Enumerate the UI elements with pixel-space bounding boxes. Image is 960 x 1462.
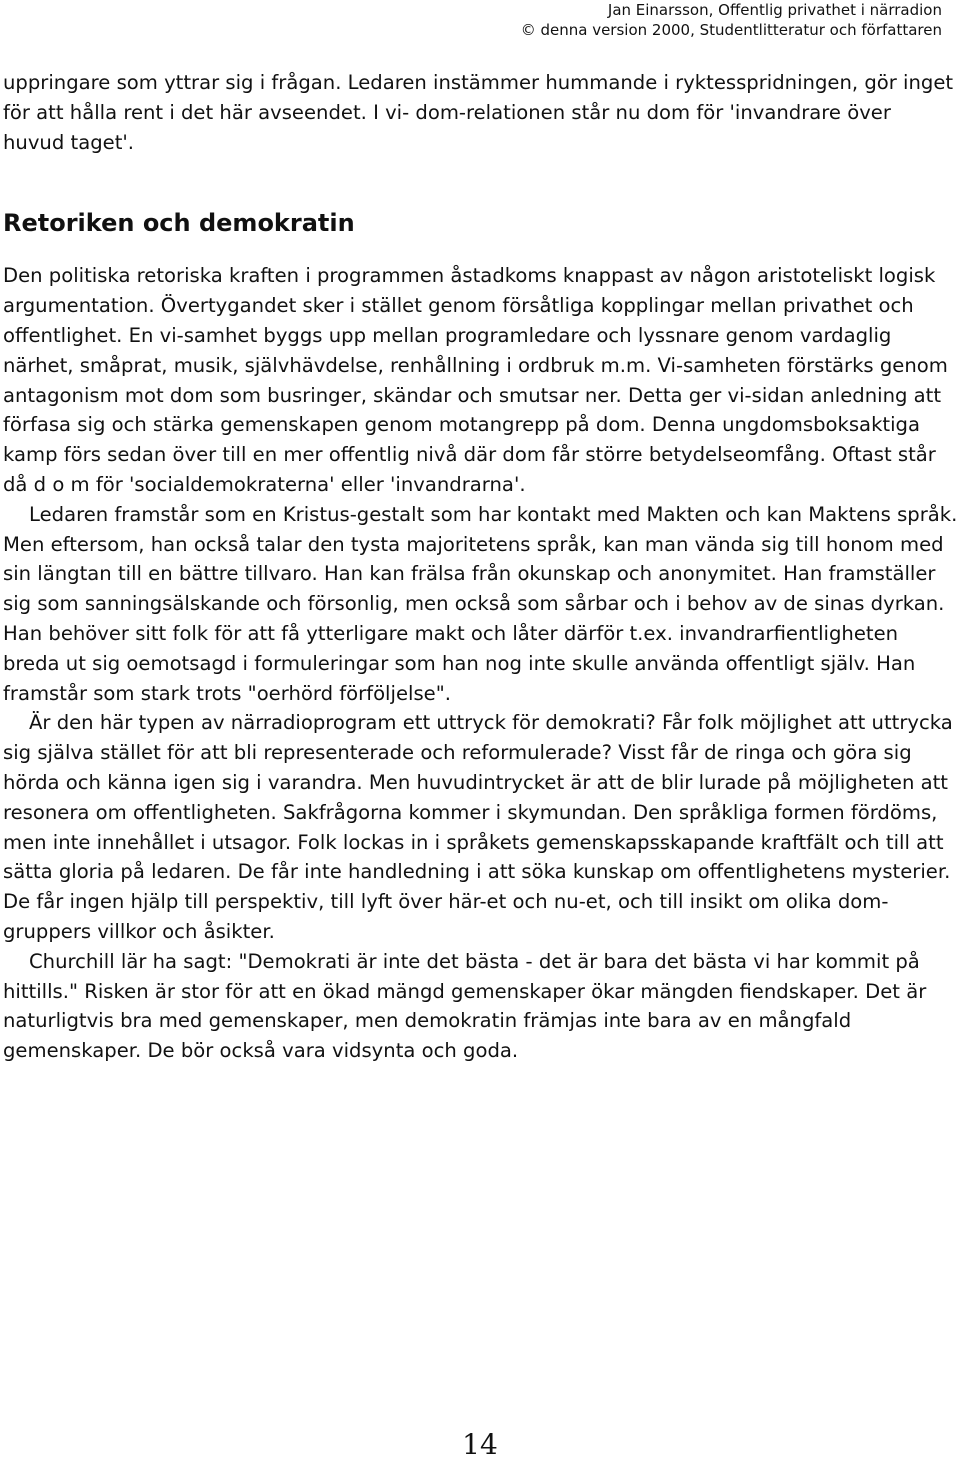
paragraph-demokrati-fraga: Är den här typen av närradioprogram ett uttryck för demokrati? Får folk möjlighet att uttrycka sig själva stället för att bli representerade och reformulerade? Visst får de ringa och göra sig hörda och känna igen sig i varandra. Men huvudintrycket är att de blir lurade på möjligheten att resonera om offentligheten. Sakfrågorna kommer i skymundan. Den språkliga formen fördöms, men inte innehållet i utsagor. Folk lockas in i språkets gemenskapsskapande kraftfält och till att sätta gloria på ledaren. De får inte handledning i att söka kunskap om offentlighetens mysterier. De får ingen hjälp till perspektiv, till lyft över här-et och nu-et, och till insikt om olika dom-gruppers villkor och åsikter. — [3, 711, 953, 943]
section-heading: Retoriken och demokratin — [3, 209, 355, 238]
header-author-title: Jan Einarsson, Offentlig privathet i närradion — [607, 1, 942, 19]
intro-paragraph: uppringare som yttrar sig i frågan. Ledaren instämmer hummande i ryktesspridningen, gör inget för att hålla rent i det här avseendet. I vi- dom-relationen står nu dom för 'invandrare över huvud taget'. — [3, 71, 954, 154]
document-body — [3, 68, 958, 1066]
running-header — [521, 0, 942, 40]
header-copyright: © denna version 2000, Studentlitteratur och författaren — [520, 21, 942, 39]
page-number: 14 — [462, 1428, 498, 1461]
paragraph-retorik: Den politiska retoriska kraften i programmen åstadkoms knappast av någon aristoteliskt logisk argumentation. Övertygandet sker i stället genom försåtliga kopplingar mellan privathet och offentlighet. En vi-samhet byggs upp mellan programledare och lyssnare genom vardaglig närhet, småprat, musik, självhävdelse, renhållning i ordbruk m.m. Vi-samheten förstärks genom antagonism mot dom som busringer, skändar och smutsar ner. Detta ger vi-sidan anledning att förfasa sig och stärka gemenskapen genom motangrepp på dom. Denna ungdomsboksaktiga kamp förs sedan över till en mer offentlig nivå där dom får större betydelseomfång. Oftast står då d o m för 'socialdemokraterna' eller 'invandrarna'. — [3, 264, 948, 496]
paragraph-churchill: Churchill lär ha sagt: "Demokrati är inte det bästa - det är bara det bästa vi har kommit på hittills." Risken är stor för att en ökad mängd gemenskaper ökar mängden fiendskaper. Det är naturligtvis bra med gemenskaper, men demokratin främjas inte bara av en mångfald gemenskaper. De bör också vara vidsynta och goda. — [3, 949, 927, 1063]
paragraph-ledaren: Ledaren framstår som en Kristus-gestalt som har kontakt med Makten och kan Maktens språk. Men eftersom, han också talar den tysta majoritetens språk, kan man vända sig till honom med sin längtan till en bättre tillvaro. Han kan frälsa från okunskap och anonymitet. Han framställer sig som sanningsälskande och försonlig, men också som sårbar och i behov av de sinas dyrkan. Han behöver sitt folk för att få ytterligare makt och låter därför t.ex. invandrarfientligheten breda ut sig oemotsagd i formuleringar som han nog inte skulle använda offentligt själv. Han framstår som stark trots "oerhörd förföljelse". — [3, 502, 958, 705]
